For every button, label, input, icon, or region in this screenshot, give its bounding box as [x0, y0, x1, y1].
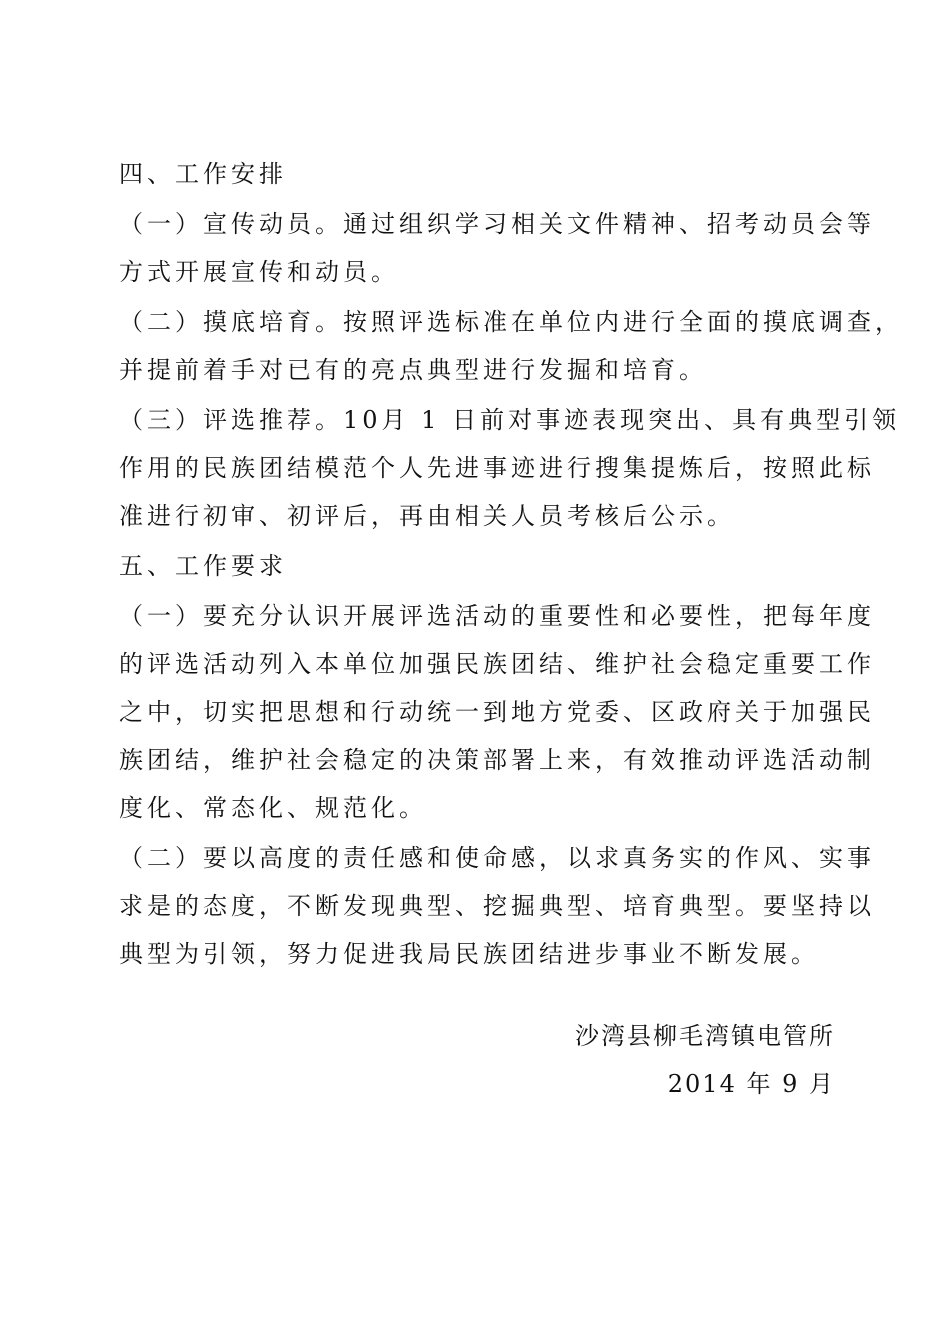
text-line: 族团结，维护社会稳定的决策部署上来，有效推动评选活动制: [119, 746, 875, 774]
paragraph-responsibility: [119, 834, 875, 978]
text-line: 典型为引领，努力促进我局民族团结进步事业不断发展。: [119, 940, 819, 968]
paragraph-selection: [119, 396, 901, 540]
text-line: （二）摸底培育。按照评选标准在单位内进行全面的摸底调查，: [119, 308, 903, 336]
text-line: 求是的态度，不断发现典型、挖掘典型、培育典型。要坚持以: [119, 892, 875, 920]
text-line: 作用的民族团结模范个人先进事迹进行搜集提炼后，按照此标: [119, 454, 875, 482]
heading-work-requirements: [119, 542, 835, 590]
signature-date: 2014 年 9 月: [667, 1070, 835, 1098]
paragraph-importance: [119, 592, 875, 832]
text-line: （一）宣传动员。通过组织学习相关文件精神、招考动员会等: [119, 210, 875, 238]
heading-work-arrangement: [119, 150, 835, 198]
text-line: （一）要充分认识开展评选活动的重要性和必要性，把每年度: [119, 602, 875, 630]
text-line: 方式开展宣传和动员。: [119, 258, 399, 286]
text-line: 四、工作安排: [119, 160, 287, 188]
text-line: 并提前着手对已有的亮点典型进行发掘和培育。: [119, 356, 707, 384]
signature-block: [119, 1012, 835, 1108]
text-line: （二）要以高度的责任感和使命感，以求真务实的作风、实事: [119, 844, 875, 872]
signature-organization: 沙湾县柳毛湾镇电管所: [575, 1022, 835, 1050]
paragraph-publicity: [119, 200, 875, 296]
text-line: 之中，切实把思想和行动统一到地方党委、区政府关于加强民: [119, 698, 875, 726]
text-line: 度化、常态化、规范化。: [119, 794, 427, 822]
paragraph-survey: [119, 298, 903, 394]
text-line: 的评选活动列入本单位加强民族团结、维护社会稳定重要工作: [119, 650, 875, 678]
text-line: （三）评选推荐。10月 1 日前对事迹表现突出、具有典型引领: [119, 406, 901, 434]
text-line: 准进行初审、初评后，再由相关人员考核后公示。: [119, 502, 735, 530]
document-body: [119, 150, 903, 1108]
text-line: 五、工作要求: [119, 552, 287, 580]
